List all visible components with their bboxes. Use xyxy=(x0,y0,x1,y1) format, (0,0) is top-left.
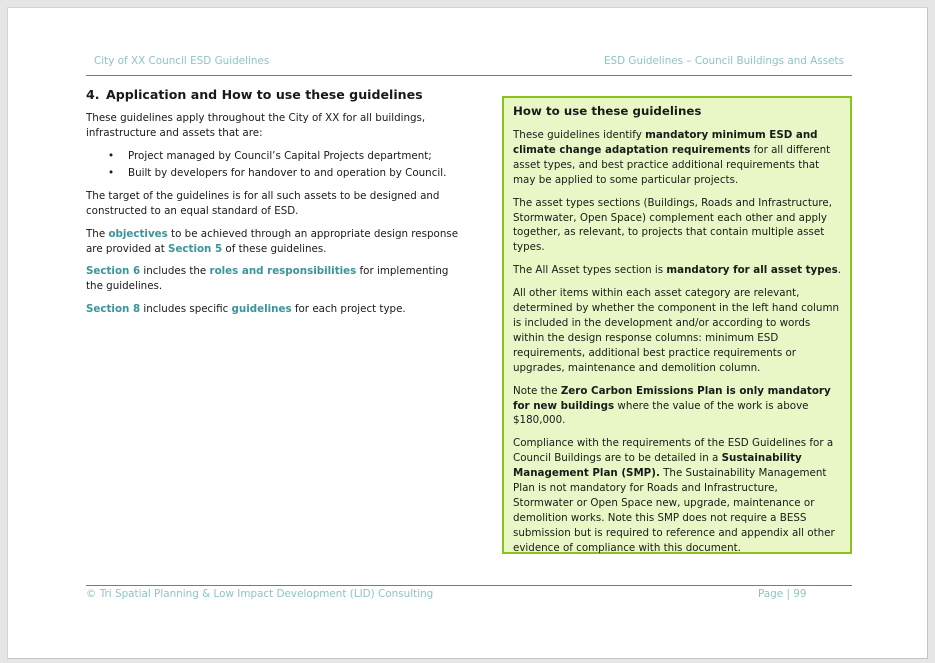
roles-link[interactable]: roles and responsibilities xyxy=(209,265,357,278)
section-8-link[interactable]: Section 8 xyxy=(86,302,141,315)
section-title: Application and How to use these guidelines xyxy=(106,87,423,102)
callout-paragraph: All other items within each asset category are relevant, determined by whether the component in the left hand column is included in the development and/or according to words within the design response columns: minimum ESD requirements, additional best practice requirements or upgrades, maintenance and demolition column. xyxy=(513,287,840,374)
target-paragraph: The target of the guidelines is for all such assets to be designed and constructed to an equal standard of ESD. xyxy=(86,190,440,217)
section-heading xyxy=(86,87,466,102)
callout-paragraph: Note the Zero Carbon Emissions Plan is only mandatory for new buildings where the value of the work is above $180,000. xyxy=(513,384,831,427)
bullet-icon: • xyxy=(108,167,115,180)
how-to-use-callout xyxy=(502,96,852,554)
main-column xyxy=(86,87,466,325)
bullet-icon: • xyxy=(108,149,115,162)
section-8-paragraph: Section 8 includes specific guidelines for each project type. xyxy=(86,302,406,315)
callout-paragraph: These guidelines identify mandatory minimum ESD and climate change adaptation requirements for all different asset types, and best practice additional requirements that may be applied to some particular projects. xyxy=(513,129,831,186)
section-5-link[interactable]: Section 5 xyxy=(168,242,223,255)
scope-list xyxy=(86,149,466,182)
list-item: • Built by developers for handover to and operation by Council. xyxy=(108,167,447,180)
page-number: Page | 99 xyxy=(758,588,807,600)
guidelines-link[interactable]: guidelines xyxy=(231,302,292,315)
footer-rule xyxy=(86,585,852,586)
header-rule xyxy=(86,75,852,76)
intro-paragraph: These guidelines apply throughout the City of XX for all buildings, infrastructure and assets that are: xyxy=(86,112,426,139)
callout-paragraph: Compliance with the requirements of the ESD Guidelines for a Council Buildings are to be detailed in a Sustainability Management Plan (SMP). The Sustainability Management Plan is not mandatory for Roads and Infrastructure, Stormwater or Open Space new, upgrade, maintenance or demolition works. Note this SMP does not require a BESS submission but is required to reference and appendix all other evidence of compliance with this document. xyxy=(513,437,835,554)
section-6-link[interactable]: Section 6 xyxy=(86,265,141,278)
header-right: ESD Guidelines – Council Buildings and Assets xyxy=(603,55,844,67)
header-left: City of XX Council ESD Guidelines xyxy=(94,55,270,67)
objectives-paragraph: The objectives to be achieved through an appropriate design response are provided at Section 5 of these guidelines. xyxy=(86,227,459,255)
section-6-paragraph: Section 6 includes the roles and responsibilities for implementing the guidelines. xyxy=(86,265,449,293)
list-item: • Project managed by Council’s Capital Projects department; xyxy=(108,149,432,162)
callout-paragraph: The All Asset types section is mandatory for all asset types. xyxy=(513,264,841,277)
section-number: 4. xyxy=(86,87,100,102)
footer-copyright: © Tri Spatial Planning & Low Impact Development (LID) Consulting xyxy=(86,588,434,600)
callout-paragraph: The asset types sections (Buildings, Roads and Infrastructure, Stormwater, Open Space) complement each other and apply together, as relevant, to projects that contain multiple asset types. xyxy=(513,196,833,254)
objectives-link[interactable]: objectives xyxy=(108,227,168,240)
callout-title: How to use these guidelines xyxy=(513,104,702,118)
